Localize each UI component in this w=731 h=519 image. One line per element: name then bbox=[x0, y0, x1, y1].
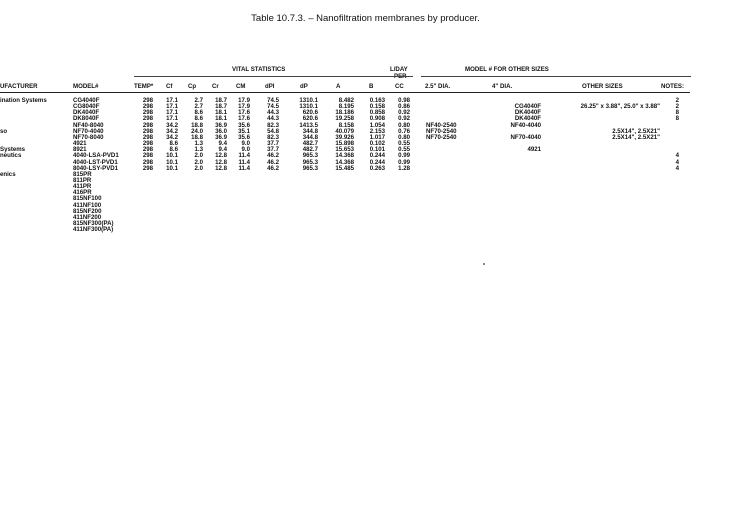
cell-dpi: 46.2 bbox=[267, 152, 279, 160]
cell-cf: 34.2 bbox=[166, 133, 178, 141]
cell-cm: 35.6 bbox=[238, 133, 250, 141]
cell-model: 411NF300(PA) bbox=[73, 226, 114, 234]
cell-a: 8.482 bbox=[338, 97, 354, 104]
cell-a: 14.368 bbox=[335, 158, 354, 166]
rule-vital-statistics bbox=[134, 76, 413, 77]
cell-a: 14.368 bbox=[335, 152, 354, 160]
cell-cp: 8.6 bbox=[194, 109, 203, 117]
col-header-dia-2-5: 2.5" DIA. bbox=[425, 83, 451, 90]
cell-cm: 35.1 bbox=[238, 127, 250, 135]
cell-other: 26.25" x 3.88", 25.0" x 3.88" bbox=[580, 103, 660, 111]
cell-cp: 1.3 bbox=[194, 140, 203, 148]
cell-d4: CG4040F bbox=[514, 103, 541, 111]
cell-temp: 298 bbox=[142, 109, 153, 117]
cell-dp: 965.3 bbox=[302, 158, 318, 166]
cell-cf: 17.1 bbox=[166, 109, 178, 117]
cell-d4: DK4040F bbox=[514, 109, 541, 117]
cell-model: DK4040F bbox=[73, 109, 100, 117]
cell-d4: DK4040F bbox=[514, 115, 541, 123]
cell-b: 0.858 bbox=[369, 109, 385, 117]
cell-model: 4040-LSA-PVD1 bbox=[73, 152, 119, 160]
group-header-model-other-sizes: MODEL # FOR OTHER SIZES bbox=[465, 66, 549, 73]
col-header-manufacturer: UFACTURER bbox=[0, 83, 38, 90]
cell-temp: 298 bbox=[142, 146, 153, 154]
scan-speck bbox=[483, 263, 485, 265]
manufacturer-label: so bbox=[0, 127, 8, 135]
cell-cm: 17.6 bbox=[238, 115, 250, 123]
cell-cm: 11.4 bbox=[238, 164, 250, 172]
col-header-dia-4: 4" DIA. bbox=[492, 83, 513, 90]
col-header-cm: CM bbox=[236, 83, 246, 90]
group-header-l-day: L/DAY bbox=[390, 66, 408, 73]
cell-d25: NF70-2540 bbox=[426, 127, 457, 135]
cell-cf: 10.1 bbox=[166, 164, 178, 172]
cell-b: 0.158 bbox=[369, 103, 385, 111]
cell-temp: 298 bbox=[142, 164, 153, 172]
cell-dpi: 46.2 bbox=[267, 158, 279, 166]
cell-a: 15.898 bbox=[335, 140, 354, 148]
cell-b: 0.263 bbox=[369, 164, 385, 172]
cell-cp: 18.8 bbox=[191, 121, 203, 129]
cell-model: DK8040F bbox=[73, 115, 100, 123]
manufacturer-label: neutics bbox=[0, 152, 22, 160]
col-header-dpi: dPI bbox=[265, 83, 275, 90]
cell-model: 815NF100 bbox=[73, 195, 102, 203]
cell-model: 4921 bbox=[73, 140, 87, 148]
cell-temp: 298 bbox=[142, 115, 153, 123]
cell-cf: 17.1 bbox=[166, 97, 178, 104]
cell-temp: 298 bbox=[142, 127, 153, 135]
cell-dp: 1413.5 bbox=[299, 121, 318, 129]
col-header-b: B bbox=[369, 83, 374, 90]
cell-cc: 0.76 bbox=[398, 127, 410, 135]
cell-cf: 10.1 bbox=[166, 152, 178, 160]
cell-temp: 298 bbox=[142, 152, 153, 160]
cell-cc: 0.92 bbox=[398, 115, 410, 123]
cell-cf: 17.1 bbox=[166, 103, 178, 111]
cell-a: 40.079 bbox=[335, 127, 354, 135]
cell-cm: 9.0 bbox=[241, 140, 250, 148]
cell-model: 811PR bbox=[73, 176, 92, 184]
col-header-other-sizes: OTHER SIZES bbox=[582, 83, 623, 90]
cell-b: 2.153 bbox=[369, 127, 385, 135]
cell-b: 0.244 bbox=[369, 152, 385, 160]
col-header-cf: Cf bbox=[166, 83, 173, 90]
col-header-temp: TEMP* bbox=[134, 83, 154, 90]
col-header-cp: Cp bbox=[188, 83, 197, 90]
cell-temp: 298 bbox=[142, 158, 153, 166]
cell-dp: 620.6 bbox=[302, 109, 318, 117]
col-header-model: MODEL# bbox=[73, 83, 99, 90]
cell-notes: 2 bbox=[675, 97, 679, 104]
manufacturer-label: Systems bbox=[0, 146, 26, 154]
cell-dp: 965.3 bbox=[302, 152, 318, 160]
cell-model: 815NF200 bbox=[73, 207, 102, 215]
cell-model: CG8040F bbox=[73, 103, 100, 111]
cell-cc: 0.55 bbox=[398, 146, 410, 154]
cell-cr: 9.4 bbox=[218, 140, 227, 148]
cell-cp: 2.7 bbox=[194, 103, 203, 111]
cell-cc: 0.55 bbox=[398, 140, 410, 148]
cell-dp: 482.7 bbox=[302, 140, 318, 148]
cell-dp: 1310.1 bbox=[299, 97, 318, 104]
cell-dpi: 44.3 bbox=[267, 109, 279, 117]
cell-cf: 8.6 bbox=[169, 140, 178, 148]
cell-cf: 34.2 bbox=[166, 127, 178, 135]
cell-temp: 298 bbox=[142, 121, 153, 129]
cell-dpi: 82.3 bbox=[267, 133, 279, 141]
cell-cc: 0.98 bbox=[398, 97, 410, 104]
col-header-cr: Cr bbox=[212, 83, 219, 90]
cell-cr: 12.8 bbox=[215, 152, 227, 160]
cell-a: 15.653 bbox=[335, 146, 354, 154]
cell-cc: 1.28 bbox=[398, 164, 410, 172]
cell-cp: 2.0 bbox=[194, 158, 203, 166]
cell-model: 411NF100 bbox=[73, 201, 102, 209]
cell-notes: 8 bbox=[675, 109, 679, 117]
cell-b: 0.102 bbox=[369, 140, 385, 148]
cell-model: 8040-LSY-PVD1 bbox=[73, 164, 119, 172]
cell-b: 0.101 bbox=[369, 146, 385, 154]
cell-b: 0.244 bbox=[369, 158, 385, 166]
col-header-notes: NOTES: bbox=[661, 83, 685, 90]
cell-other: 2.5X14", 2.5X21" bbox=[612, 133, 660, 141]
cell-cm: 17.9 bbox=[238, 103, 250, 111]
cell-cr: 36.9 bbox=[215, 133, 227, 141]
manufacturer-label: enics bbox=[0, 170, 16, 178]
cell-a: 8.158 bbox=[338, 121, 354, 129]
cell-a: 39.926 bbox=[335, 133, 354, 141]
cell-dpi: 44.3 bbox=[267, 115, 279, 123]
cell-b: 1.054 bbox=[369, 121, 385, 129]
cell-cc: 0.86 bbox=[398, 103, 410, 111]
cell-cr: 36.0 bbox=[215, 127, 227, 135]
cell-cp: 1.3 bbox=[194, 146, 203, 154]
cell-cf: 34.2 bbox=[166, 121, 178, 129]
cell-dp: 620.6 bbox=[302, 115, 318, 123]
cell-dpi: 37.7 bbox=[267, 140, 279, 148]
cell-cc: 0.80 bbox=[398, 133, 410, 141]
cell-d4: 4921 bbox=[527, 146, 541, 154]
cell-a: 18.186 bbox=[335, 109, 354, 117]
cell-dpi: 37.7 bbox=[267, 146, 279, 154]
cell-notes: 8 bbox=[675, 115, 679, 123]
cell-model: 416PR bbox=[73, 189, 92, 197]
cell-cr: 18.7 bbox=[215, 103, 227, 111]
cell-cf: 17.1 bbox=[166, 115, 178, 123]
cell-cr: 9.4 bbox=[218, 146, 227, 154]
cell-model: 411PR bbox=[73, 183, 92, 191]
cell-b: 0.908 bbox=[369, 115, 385, 123]
cell-model: 411NF200 bbox=[73, 213, 102, 221]
cell-cp: 24.0 bbox=[191, 127, 203, 135]
cell-model: CG4040F bbox=[73, 97, 100, 104]
col-header-a: A bbox=[336, 83, 341, 90]
cell-dp: 482.7 bbox=[302, 146, 318, 154]
cell-cr: 12.8 bbox=[215, 164, 227, 172]
cell-cm: 35.6 bbox=[238, 121, 250, 129]
cell-cr: 18.1 bbox=[215, 115, 227, 123]
cell-notes: 4 bbox=[675, 158, 679, 166]
cell-cp: 2.7 bbox=[194, 97, 203, 104]
group-header-per: PER bbox=[394, 73, 407, 80]
cell-cr: 36.9 bbox=[215, 121, 227, 129]
cell-notes: 2 bbox=[675, 103, 679, 111]
cell-dpi: 82.3 bbox=[267, 121, 279, 129]
header-rule bbox=[0, 92, 690, 93]
cell-cp: 2.0 bbox=[194, 152, 203, 160]
cell-cr: 18.7 bbox=[215, 97, 227, 104]
cell-d25: NF70-2540 bbox=[426, 133, 457, 141]
cell-cc: 0.92 bbox=[398, 109, 410, 117]
cell-model: 815NF300(PA) bbox=[73, 220, 114, 227]
cell-d4: NF40-4040 bbox=[510, 121, 541, 129]
group-header-vital-statistics: VITAL STATISTICS bbox=[232, 66, 286, 73]
cell-dp: 1310.1 bbox=[299, 103, 318, 111]
cell-cf: 8.6 bbox=[169, 146, 178, 154]
cell-a: 15.485 bbox=[335, 164, 354, 172]
cell-model: NF70-8040 bbox=[73, 133, 104, 141]
cell-dpi: 54.8 bbox=[267, 127, 279, 135]
cell-cm: 11.4 bbox=[238, 152, 250, 160]
cell-d25: NF40-2540 bbox=[426, 121, 457, 129]
cell-dp: 965.3 bbox=[302, 164, 318, 172]
cell-cr: 12.8 bbox=[215, 158, 227, 166]
cell-dp: 344.8 bbox=[302, 127, 318, 135]
table-title: Table 10.7.3. – Nanofiltration membranes by producer. bbox=[251, 13, 480, 24]
cell-cp: 8.6 bbox=[194, 115, 203, 123]
cell-model: NF70-4040 bbox=[73, 127, 104, 135]
cell-cc: 0.99 bbox=[398, 152, 410, 160]
col-header-cc: CC bbox=[395, 83, 404, 90]
cell-temp: 298 bbox=[142, 133, 153, 141]
cell-cr: 18.1 bbox=[215, 109, 227, 117]
cell-cc: 0.99 bbox=[398, 158, 410, 166]
cell-cm: 9.0 bbox=[241, 146, 250, 154]
cell-dpi: 74.5 bbox=[267, 97, 279, 104]
cell-a: 8.195 bbox=[338, 103, 354, 111]
cell-cm: 17.6 bbox=[238, 109, 250, 117]
cell-model: 8921 bbox=[73, 146, 87, 154]
cell-dp: 344.8 bbox=[302, 133, 318, 141]
cell-temp: 298 bbox=[142, 103, 153, 111]
cell-temp: 298 bbox=[142, 140, 153, 148]
cell-cp: 2.0 bbox=[194, 164, 203, 172]
cell-model: NF40-8040 bbox=[73, 121, 104, 129]
cell-cp: 18.8 bbox=[191, 133, 203, 141]
manufacturer-label: ination Systems bbox=[0, 97, 47, 104]
cell-cm: 17.9 bbox=[238, 97, 250, 104]
cell-b: 0.163 bbox=[369, 97, 385, 104]
cell-b: 1.017 bbox=[369, 133, 385, 141]
rule-other-sizes bbox=[421, 76, 691, 77]
cell-dpi: 74.5 bbox=[267, 103, 279, 111]
cell-cc: 0.80 bbox=[398, 121, 410, 129]
cell-notes: 4 bbox=[675, 164, 679, 172]
cell-d4: NF70-4040 bbox=[510, 133, 541, 141]
cell-cf: 10.1 bbox=[166, 158, 178, 166]
col-header-dp: dP bbox=[300, 83, 308, 90]
cell-cm: 11.4 bbox=[238, 158, 250, 166]
cell-other: 2.5X14", 2.5X21" bbox=[612, 127, 660, 135]
cell-a: 19.258 bbox=[335, 115, 354, 123]
cell-dpi: 46.2 bbox=[267, 164, 279, 172]
cell-temp: 298 bbox=[142, 97, 153, 104]
cell-model: 4040-LST-PVD1 bbox=[73, 158, 118, 166]
cell-notes: 4 bbox=[675, 152, 679, 160]
cell-model: 815PR bbox=[73, 170, 92, 178]
